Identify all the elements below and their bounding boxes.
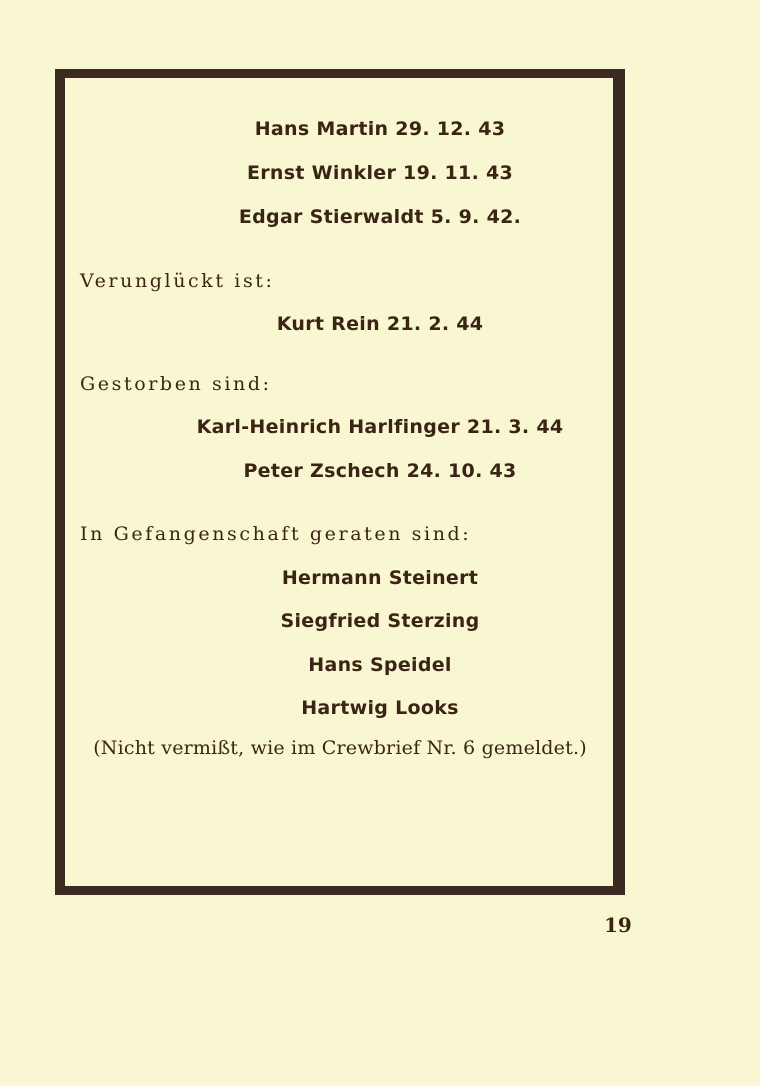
name-entry: Karl-Heinrich Harlfinger 21. 3. 44 (196, 416, 564, 438)
name-entry: Hans Speidel (308, 654, 452, 676)
name-entry: Siegfried Sterzing (280, 610, 480, 632)
name-entry: Peter Zschech 24. 10. 43 (243, 460, 517, 482)
name-entry: Ernst Winkler 19. 11. 43 (246, 162, 514, 184)
name-entry: Kurt Rein 21. 2. 44 (276, 313, 484, 335)
name-entry: Hermann Steinert (281, 567, 479, 589)
section-heading-gestorben: Gestorben sind: (80, 373, 272, 395)
name-entry: Hartwig Looks (301, 697, 459, 719)
page-number: 19 (604, 913, 632, 937)
name-entry: Hans Martin 29. 12. 43 (254, 118, 506, 140)
correction-note: (Nicht vermißt, wie im Crewbrief Nr. 6 gemeldet.) (93, 737, 587, 759)
section-heading-gefangenschaft: In Gefangenschaft geraten sind: (80, 523, 472, 545)
name-entry: Edgar Stierwaldt 5. 9. 42. (238, 206, 522, 228)
section-heading-verunglueckt: Verunglückt ist: (80, 270, 275, 292)
